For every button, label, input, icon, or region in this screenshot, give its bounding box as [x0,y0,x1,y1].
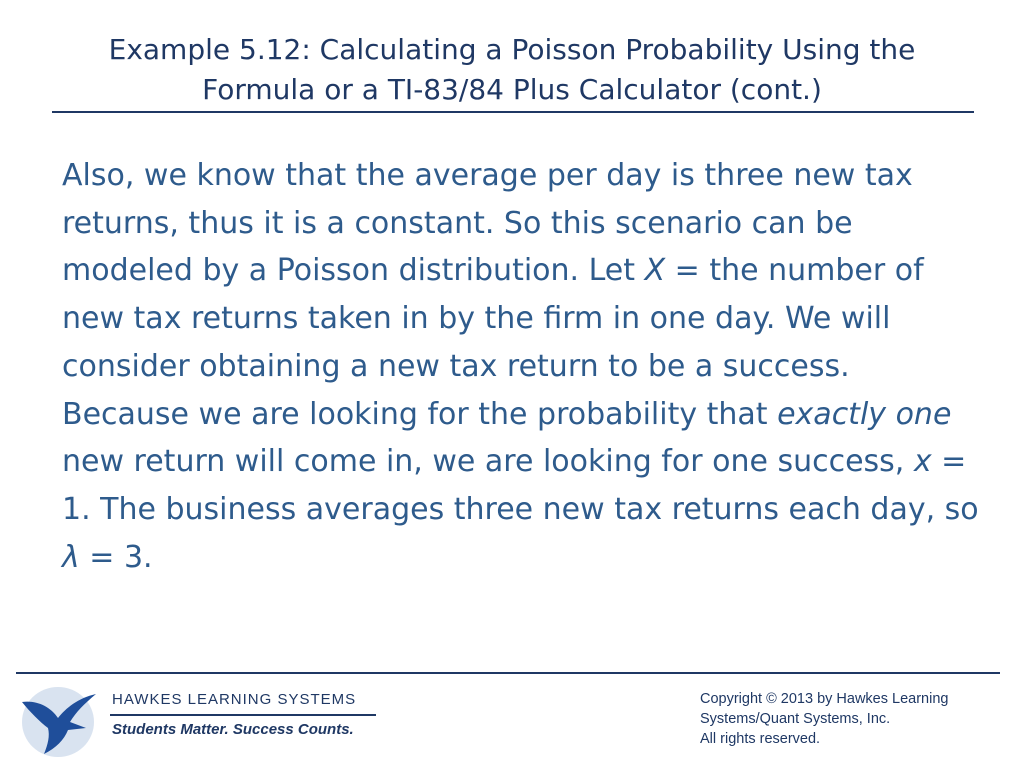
slide-title-line-2: Formula or a TI-83/84 Plus Calculator (cont.) [202,73,822,106]
copyright-line-3: All rights reserved. [700,731,821,747]
body-segment-4: = 1. The business averages three new tax returns each day, so [62,444,979,527]
body-segment-1: Also, we know that the average per day is three new tax returns, thus it is a constant. So this scenario can be modeled by a Poisson distribution. Let [62,158,913,289]
footer-divider [16,672,1000,674]
variable-lambda: λ [62,539,80,575]
slide-title-line-1: Example 5.12: Calculating a Poisson Probability Using the [108,33,916,66]
company-underline [110,714,376,716]
copyright-line-2: Systems/Quant Systems, Inc. [700,711,891,727]
title-divider [52,111,974,113]
slide-title [40,30,984,110]
variable-x: x [913,444,932,480]
company-tagline: Students Matter. Success Counts. [112,721,354,738]
body-segment-5: = 3. [79,539,153,575]
body-segment-2: = the number of new tax returns taken in by the firm in one day. We will consider obtaining a new tax return to be a success. Because we are looking for the probability that [62,253,924,432]
company-name: HAWKES LEARNING SYSTEMS [112,691,357,708]
hawk-logo-icon [16,682,100,760]
copyright-line-1: Copyright © 2013 by Hawkes Learning [700,691,949,707]
body-segment-3: new return will come in, we are looking for one success, [62,444,914,480]
slide-body-paragraph [62,152,982,581]
emphasis-exactly-one: exactly one [777,396,952,432]
copyright-notice [700,689,1010,749]
hawk-logo-svg [16,682,100,760]
variable-X: X [644,253,666,289]
